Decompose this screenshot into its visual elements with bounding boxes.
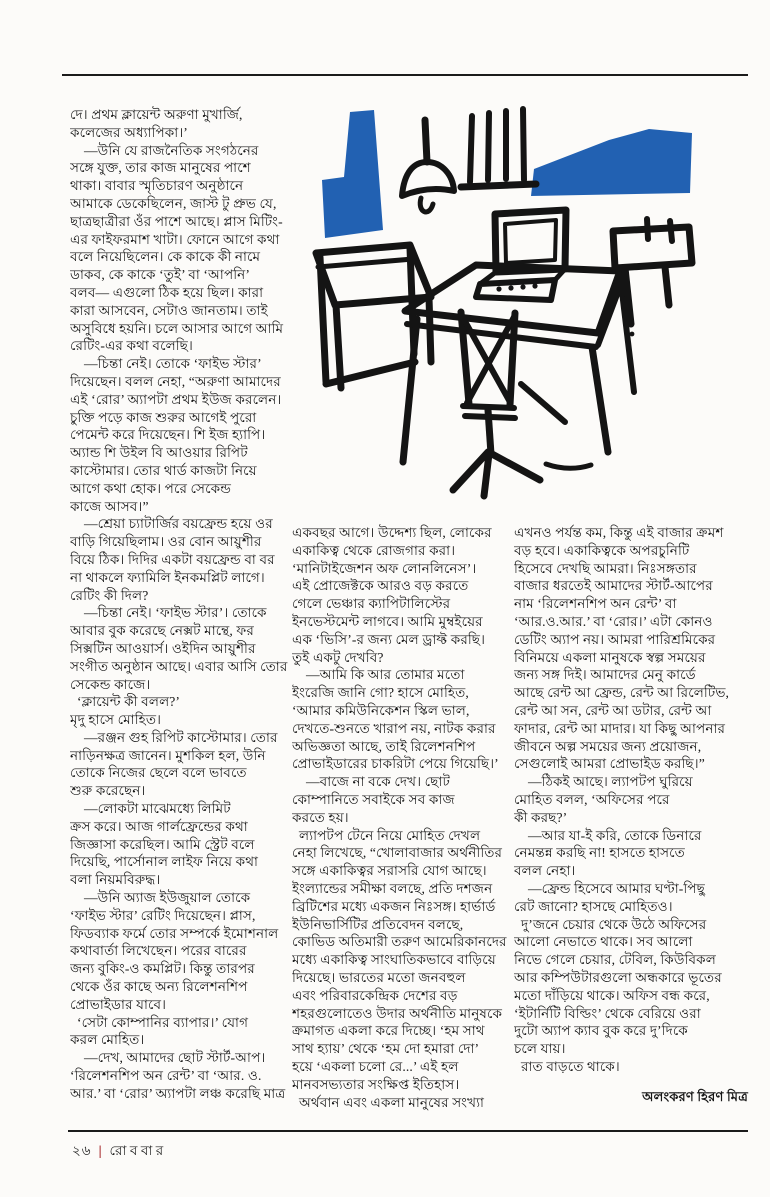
text-line: ‘মানিটাইজেশন অফ লোনলিনেস’। [292,560,477,576]
text-line: এই ‘রোর’ অ্যাপটা প্রথম ইউজ করলেন। [70,391,282,407]
office-sketch-illustration [303,92,748,524]
text-line: নেহা লিখেছে, “খোলাবাজার অর্থনীতির [292,845,503,861]
text-line: আর.’ বা ‘রোর’ অ্যাপটা লঞ্চ করেছি মাত্র [70,1085,286,1101]
text-line: অভিজ্ঞতা আছে, তাই রিলেশনশিপ [292,738,476,754]
text-line: ‘ক্লায়েন্ট কী বলল?’ [70,694,181,710]
text-line: —চিন্তা নেই। ‘ফাইভ স্টার’। তোকে [70,605,267,621]
text-line: ইউনিভার্সিটির প্রতিবেদন বলছে, [292,916,464,932]
text-line: মৃদু হাসে মোহিত। [70,712,162,728]
text-line: দেখতে-শুনতে খারাপ নয়, নাটক করার [292,720,496,736]
text-line: ক্রস করে। আজ গার্লফ্রেন্ডের কথা [70,818,248,834]
text-line: দিয়েছে। ভারতের মতো জনবহুল [292,969,466,985]
text-line: সাথ হ্যায়’ থেকে ‘হম দো হমারা দো’ [292,1041,480,1057]
credit-text: অলংকরণ হিরণ মিত্র [642,1089,748,1104]
text-line: বিয়ে ঠিক। দিদির একটা বয়ফ্রেন্ড বা বর [70,551,275,567]
text-line: ডাকব, কে কাকে ‘তুই’ বা ‘আপনি’ [70,267,251,283]
text-line: ব্রিটিশের মধ্যে একজন নিঃসঙ্গ। হার্ভার্ড [292,898,496,914]
text-line: —ফ্রেন্ড হিসেবে আমার ঘণ্টা-পিছু [514,880,705,896]
text-line: বড় হবে। একাকিত্বকে অপরচুনিটি [514,542,690,558]
text-line: কী করছ?’ [514,809,568,825]
text-line: শুরু করেছেন। [70,783,146,799]
text-line: একবছর আগে। উদ্দেশ্য ছিল, লোকের [292,525,492,540]
top-rule [62,74,748,76]
text-line: বলা নিয়মবিরুদ্ধ। [70,872,161,888]
page-footer [72,1140,672,1163]
text-line: —ঠিকই আছে। ল্যাপটপ ঘুরিয়ে [514,774,693,790]
text-line: ডেটিং অ্যাপ নয়। আমরা পারিশ্রমিকের [514,631,716,647]
text-line: ছাত্রছাত্রীরা ওঁর পাশে আছে। প্লাস মিটিং- [70,213,283,229]
text-line: প্রোভাইডারের চাকরিটা পেয়ে গিয়েছি।’ [292,756,499,772]
article-column-2 [292,524,522,1124]
text-line: —শ্রেয়া চ্যাটার্জির বয়ফ্রেন্ড হয়ে ওর [70,516,273,532]
text-line: নেমন্তন্ন করছি না! হাসতে হাসতে [514,845,685,861]
text-line: দে। প্রথম ক্লায়েন্ট অরুণা মুখার্জি, [70,107,243,122]
text-line: এখনও পর্যন্ত কম, কিন্তু এই বাজার ক্রমশ [514,525,724,540]
text-line: কারা আসবেন, সেটাও জানতাম। তাই [70,302,268,318]
text-line: ক্রমাগত একলা করে দিচ্ছে। ‘হম সাথ [292,1023,485,1039]
text-line: —আমি কি আর তোমার মতো [292,667,465,683]
article-column-1 [70,106,302,1111]
text-line: ইনভেস্টমেন্ট লাগবে। আমি মুম্বইয়ের [292,613,483,629]
text-line: বাড়ি গিয়েছিলাম। ওর বোন আয়ুশীর [70,534,262,550]
text-line: রেট জানো? হাসছে মোহিতও। [514,898,673,914]
text-line: বলে নিয়েছিলেন। কে কাকে কী নামে [70,249,261,265]
text-line: ‘আমার কমিউনিকেশন স্কিল ভাল, [292,702,470,718]
text-line: বিনিময়ে একলা মানুষকে স্বল্প সময়ের [514,649,706,665]
text-line: নাড়িনক্ষত্র জানেন। মুশকিল হল, উনি [70,747,266,763]
text-line: করল মোহিত। [70,1032,145,1048]
blue-shape-left [322,110,383,238]
text-line: আগে কথা হোক। পরে সেকেন্ড [70,480,232,496]
text-line: নিভে গেলে চেয়ার, টেবিল, কিউবিকল [514,952,716,968]
text-line: গেলে ভেঞ্চার ক্যাপিটালিস্টের [292,596,451,612]
text-line: থেকে ওঁর কাছে অন্য রিলেশনশিপ [70,979,248,995]
text-line: ‘ফাইভ স্টার’ রেটিং দিয়েছেন। প্লাস, [70,907,256,923]
text-line: দু’জনে চেয়ার থেকে উঠে অফিসের [514,916,707,932]
text-line: প্রোভাইডার যাবে। [70,996,167,1012]
text-line: কাজে আসব।” [70,498,149,514]
text-line: —বাজে না বকে দেখ। ছোট [292,774,450,790]
text-line: —উনি অ্যাজ ইউজুয়াল তোকে [70,890,251,906]
text-line: চুক্তি পড়ে কাজ শুরুর আগেই পুরো [70,409,257,425]
text-line: ‘রিলেশনশিপ অন রেন্ট’ বা ‘আর. ও. [70,1068,262,1084]
text-line: পেমেন্ট করে দিয়েছেন। শি ইজ হ্যাপি। [70,427,266,443]
text-line: আলো নেভাতে থাকে। সব আলো [514,934,693,950]
text-line: একাকিত্ব থেকে রোজগার করা। [292,542,456,558]
text-line: তোকে নিজের ছেলে বলে ভাবতে [70,765,247,781]
text-line: মানবসভ্যতার সংক্ষিপ্ত ইতিহাস। [292,1076,460,1092]
text-line: বাজার ধরতেই আমাদের স্টার্ট-আপের [514,578,713,594]
text-line: এই প্রোজেক্টকে আরও বড় করতে [292,578,469,594]
window-bars [470,109,524,182]
text-line: —চিন্তা নেই। তোকে ‘ফাইভ স্টার’ [70,356,262,372]
text-line: জন্য সঙ্গ দিই। আমাদের মেনু কার্ডে [514,667,696,683]
text-line: হিসেবে দেখছি আমরা। নিঃসঙ্গতার [514,560,697,576]
text-line: —লোকটা মাঝেমধ্যে লিমিট [70,801,231,817]
text-line: মধ্যে একাকিত্ব সাংঘাতিকভাবে বাড়িয়ে [292,952,496,968]
text-line: মোহিত বলল, ‘অফিসের পরে [514,791,670,807]
magazine-name: রোববার [109,1143,167,1158]
text-line: আমাকে ডেকেছিলেন, জাস্ট টু প্রুভ যে, [70,195,277,211]
text-line: সঙ্গে যুক্ত, তার কাজ মানুষের পাশে [70,160,251,176]
text-line: —দেখ, আমাদের ছোট স্টার্ট-আপ। [70,1050,266,1066]
text-line: কোভিড অতিমারী তরুণ আমেরিকানদের [292,934,507,950]
text-line: সেকেন্ড কাজে। [70,676,151,692]
text-line: আর কম্পিউটারগুলো অন্ধকারে ভূতের [514,969,722,985]
text-line: ‘সেটা কোম্পানির ব্যাপার।’ যোগ [70,1014,249,1030]
text-line: চলে যায়। [514,1041,566,1057]
text-line: কলেজের অধ্যাপিকা।’ [70,124,188,140]
footer-separator: | [98,1143,103,1158]
text-line: না থাকলে ফ্যামিলি ইনকমপ্লিট লাগে। [70,569,265,585]
text-line: বলল নেহা। [514,863,576,879]
text-line: কাস্টোমার। তোর থার্ড কাজটা নিয়ে [70,462,257,478]
text-line: নাম ‘রিলেশনশিপ অন রেন্ট’ বা [514,596,677,612]
text-line: অ্যান্ড শি উইল বি আওয়ার রিপিট [70,445,248,461]
article-column-3 [514,524,750,1124]
text-line: রাত বাড়তে থাকে। [514,1058,620,1074]
text-line: দিয়েছেন। বলল নেহা, “অরুণা আমাদের [70,373,281,389]
text-line: —উনি যে রাজনৈতিক সংগঠনের [70,142,259,158]
text-line: রেন্ট আ সন, রেন্ট আ ডটার, রেন্ট আ [514,702,712,718]
text-line: ল্যাপটপ টেনে নিয়ে মোহিত দেখল [292,827,481,843]
text-line: জিজ্ঞাসা করেছিল। আমি স্ট্রেট বলে [70,836,255,852]
footer-rule [68,1130,748,1132]
text-line: জন্য বুকিং-ও কমপ্লিট। কিন্তু তারপর [70,961,255,977]
text-line: সংগীত অনুষ্ঠান আছে। এবার আসি তোর [70,658,288,674]
text-line: আছে রেন্ট আ ফ্রেন্ড, রেন্ট আ রিলেটিভ, [514,685,730,701]
text-line: কথাবার্তা লিখেছেন। পরের বারের [70,943,247,959]
text-line: বলব— এগুলো ঠিক হয়ে ছিল। কারা [70,284,264,300]
text-line: দুটো অ্যাপ ক্যাব বুক করে দু’দিকে [514,1023,688,1039]
text-line: থাকা। বাবার স্মৃতিচারণ অনুষ্ঠানে [70,178,244,194]
text-line: রেটিং কী দিল? [70,587,149,603]
text-line: জীবনে অল্প সময়ের জন্য প্রয়োজন, [514,738,702,754]
page-number: ২৬ [72,1143,92,1158]
text-line: শহরগুলোতেও উদার অর্থনীতি মানুষকে [292,1005,503,1021]
text-line: তুই একটু দেখবি? [292,649,384,665]
text-line: —আর যা-ই করি, তোকে ডিনারে [514,827,702,843]
text-line: হয়ে ‘একলা চলো রে...’ এই হল [292,1058,459,1074]
text-line: সঙ্গে একাকিত্বর সরাসরি যোগ আছে। [292,863,487,879]
text-line: ফাদার, রেন্ট আ মাদার। যা কিছু আপনার [514,720,726,736]
text-line: ‘ইটার্নিটি বিল্ডিং’ থেকে বেরিয়ে ওরা [514,1005,701,1021]
text-line: করতে হয়। [292,809,349,825]
text-line: ‘আর.ও.আর.’ বা ‘রোর।’ এটা কোনও [514,613,713,629]
text-line: ফিডব্যাক ফর্মে তোর সম্পর্কে ইমোশনাল [70,925,279,941]
lamp-icon [425,120,427,162]
text-line: মতো দাঁড়িয়ে থাকে। অফিস বন্ধ করে, [514,987,710,1003]
text-line: এক ‘ভিসি’-র জন্য মেল ড্রাফ্ট করছি। [292,631,486,647]
text-line: সিক্সটিন আওয়ার্স। ওইদিন আয়ুশীর [70,640,256,656]
text-line: অসুবিধে হয়নি। চলে আসার আগে আমি [70,320,284,336]
right-table [613,227,692,268]
text-line: সেগুলোই আমরা প্রোভাইড করছি।” [514,756,705,772]
illustration-credit [514,1088,750,1112]
text-line: এর ফাইফরমাশ খাটা। ফোনে আগে কথা [70,231,280,247]
text-line: ইংরেজি জানি গো? হাসে মোহিত, [292,685,469,701]
text-line: —রঞ্জন গুহ রিপিট কাস্টোমার। তোর [70,729,278,745]
text-line: এবং পরিবারকেন্দ্রিক দেশের বড় [292,987,458,1003]
text-line: আবার বুক করেছে নেক্সট মান্থে, ফর [70,623,254,639]
text-line: অর্থবান এবং একলা মানুষের সংখ্যা [292,1094,485,1110]
blue-shape-right [531,129,692,196]
text-line: ইংল্যান্ডের সমীক্ষা বলছে, প্রতি দশজন [292,880,493,896]
text-line: কোম্পানিতে সবাইকে সব কাজ [292,791,455,807]
text-line: রেটিং-এর কথা বলেছি। [70,338,193,354]
text-line: দিয়েছি, পার্সোনাল লাইফ নিয়ে কথা [70,854,259,870]
